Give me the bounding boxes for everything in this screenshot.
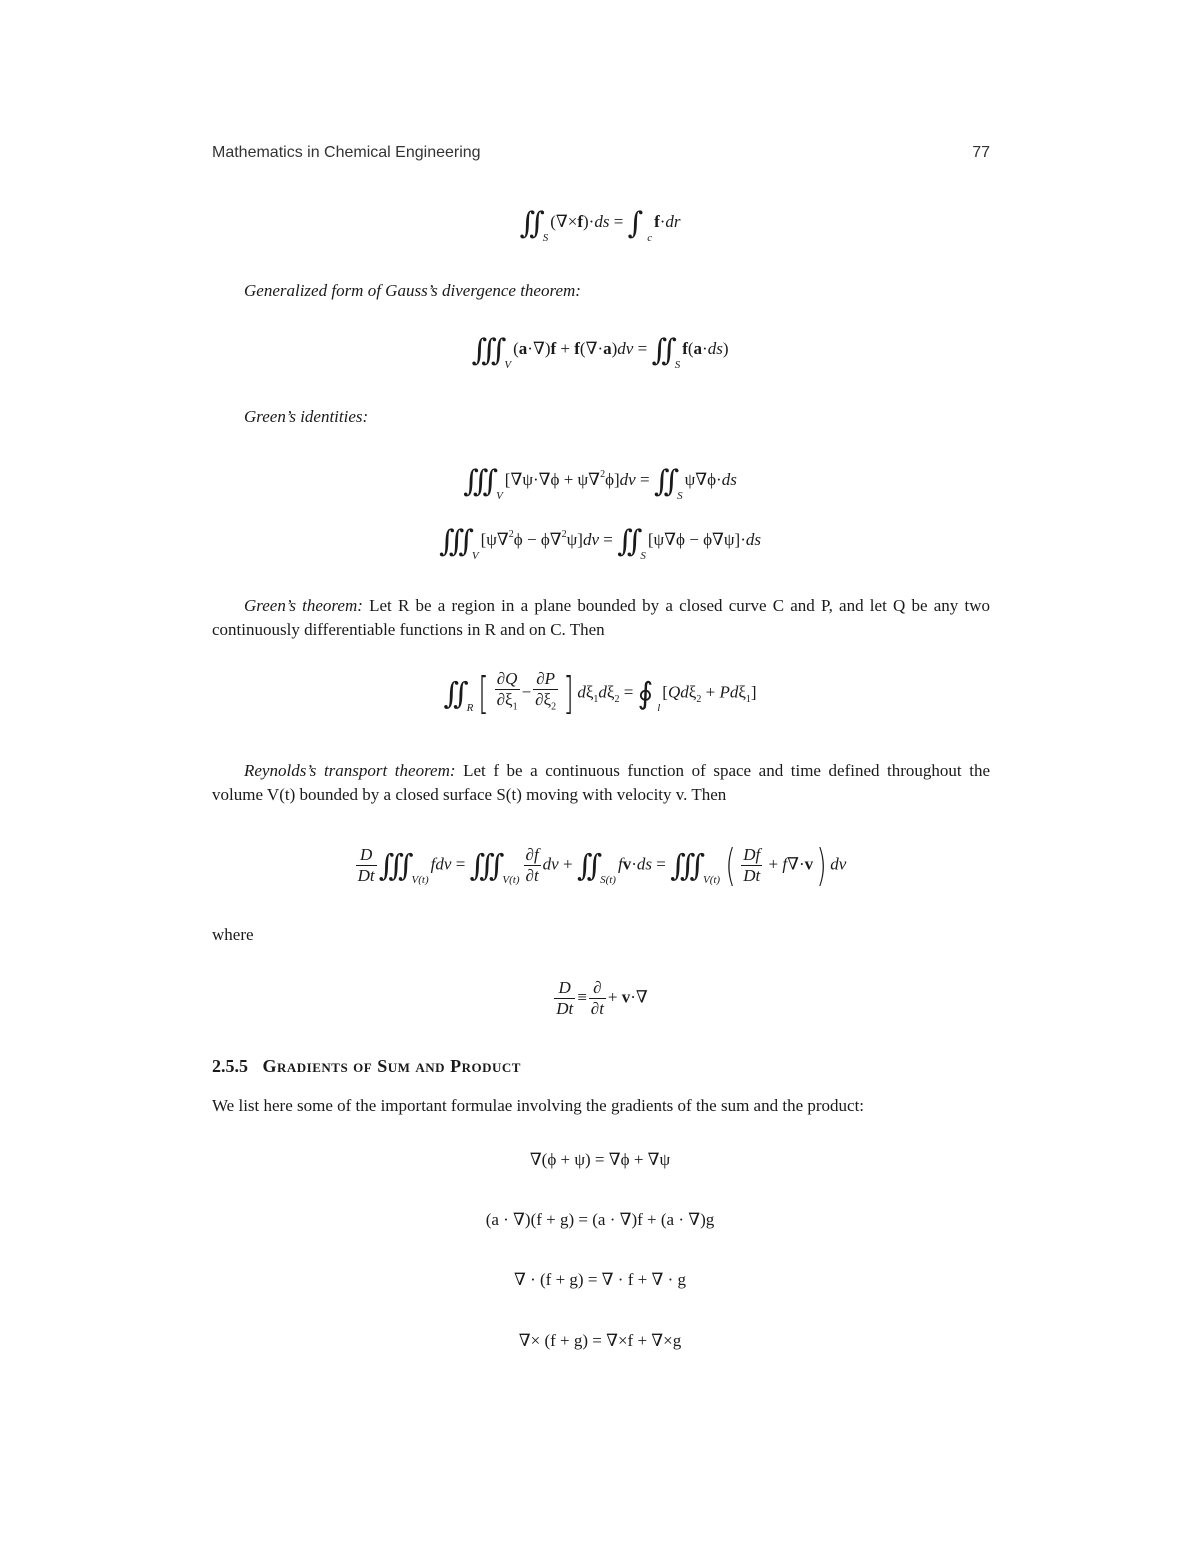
page-number: 77 (972, 144, 990, 161)
where-text: where (212, 925, 254, 944)
equation-reynolds: $\frac{D}{Dt}$ ∫∫∫ $_{V(t)}$fdv = ∫∫∫ $_{V(t)}$ $\frac{\partial f}{\partial t}$ dv + ∫∫ $_{S(t)}$fv·ds = ∫∫∫ $_{V(t)}$ ( $\frac{Df}{Dt}$ + f∇·v) dv (357, 840, 847, 891)
gauss-label: Generalized form of Gauss’s divergence theorem: (244, 281, 581, 300)
equation-gauss-generalized: ∫∫∫ $_V$(a·∇)f + f(∇·a)dv = ∫∫ $_S$f(a·ds) (471, 333, 729, 371)
greens-theorem-label: Green’s theorem: (244, 596, 363, 615)
section-title: Gradients of Sum and Product (262, 1056, 521, 1076)
equation-curl-sum: ∇× (f + g) = ∇×f + ∇×g (518, 1331, 682, 1350)
reynolds-paragraph (212, 759, 990, 807)
header-title: Mathematics in Chemical Engineering (212, 144, 481, 161)
greens-theorem-text: Let R be a region in a plane bounded by a closed curve C and P, and let Q be any two continuously differentiable functions in R and on C. Then (212, 596, 990, 639)
reynolds-text: Let f be a continuous function of space and time defined throughout the volume V(t) bounded by a closed surface S(t) moving with velocity v. Then (212, 761, 990, 804)
equation-greens-theorem: ∫∫ $_R$ [ $\frac{\partial Q}{\partial\xi_1}$ − $\frac{\partial P}{\partial\xi_2}$ ] $d\xi_1d\xi_2$ = ∮ $_l$[Qdξ$_2$ + Pdξ$_1$] (443, 668, 757, 719)
equation-stokes: ∫∫ $_S$(∇×f)·ds = ∫ $_c$f·dr (519, 206, 681, 244)
greens-theorem-paragraph (212, 594, 990, 642)
equation-greens-identity-1: ∫∫∫ $_V$[∇ψ·∇ϕ + ψ∇$^2$ϕ]dv = ∫∫ $_S$ψ∇ϕ·ds (463, 464, 737, 502)
equation-div-sum: ∇ · (f + g) = ∇ · f + ∇ · g (513, 1270, 686, 1289)
section-number: 2.5.5 (212, 1056, 248, 1076)
equation-a-dot-grad-sum: (a · ∇)(f + g) = (a · ∇)f + (a · ∇)g (485, 1210, 715, 1229)
gradients-intro: We list here some of the important formulae involving the gradients of the sum and the product: (212, 1096, 865, 1115)
equation-greens-identity-2: ∫∫∫ $_V$[ψ∇$^2$ϕ − ϕ∇$^2$ψ]dv = ∫∫ $_S$[ψ∇ϕ − ϕ∇ψ]·ds (438, 524, 761, 562)
section-heading (212, 1056, 521, 1077)
reynolds-label: Reynolds’s transport theorem: (244, 761, 456, 780)
greens-identities-label: Green’s identities: (244, 407, 369, 426)
running-header (212, 144, 990, 162)
equation-grad-sum: ∇(ϕ + ψ) = ∇ϕ + ∇ψ (529, 1150, 671, 1169)
equation-material-derivative: $\frac{D}{Dt}$ ≡ $\frac{\partial}{\partial t}$ + v·∇ (556, 978, 648, 1018)
